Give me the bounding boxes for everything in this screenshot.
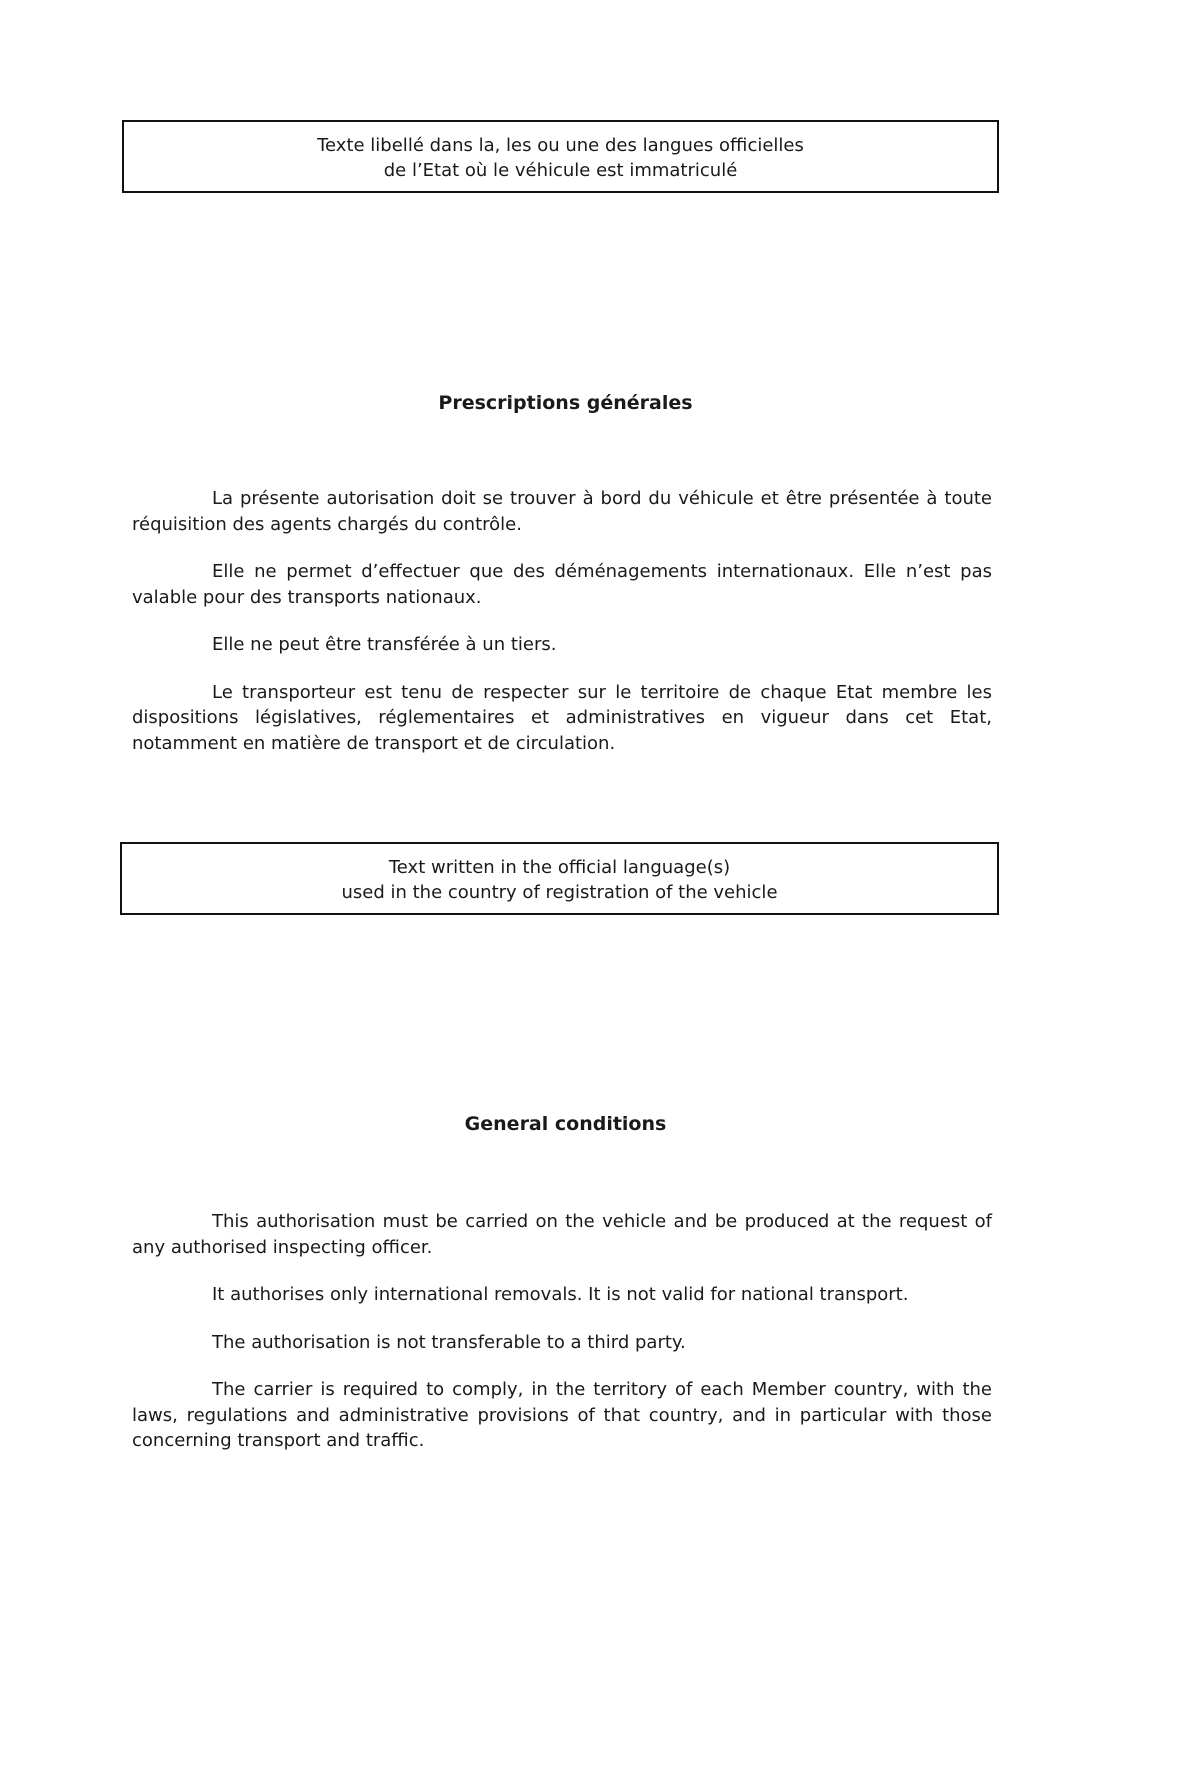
paragraph: It authorises only international removals. It is not valid for national transport.: [212, 1284, 909, 1305]
section-heading-en: General conditions: [464, 1113, 667, 1135]
paragraph: Elle ne peut être transférée à un tiers.: [212, 634, 557, 655]
conditions-section-en: [132, 1209, 992, 1476]
paragraph: Le transporteur est tenu de respecter sur le territoire de chaque Etat membre les dispositions législatives, réglementaires et administratives en vigueur dans cet Etat, notamment en matière de transport et de circulation.: [132, 681, 992, 754]
conditions-section-fr: [132, 486, 992, 778]
language-note-box-fr: [122, 120, 999, 193]
language-note-box-en: [120, 842, 999, 915]
language-note-line: Texte libellé dans la, les ou une des langues officielles: [317, 135, 804, 156]
paragraph: La présente autorisation doit se trouver à bord du véhicule et être présentée à toute réquisition des agents chargés du contrôle.: [132, 488, 992, 535]
language-note-line: used in the country of registration of the vehicle: [341, 882, 778, 903]
paragraph: The carrier is required to comply, in the territory of each Member country, with the laws, regulations and administrative provisions of that country, and in particular with those concerning transport and traffic.: [132, 1379, 992, 1451]
language-note-line: de l’Etat où le véhicule est immatriculé: [383, 160, 738, 181]
language-note-line: Text written in the official language(s): [388, 857, 731, 878]
paragraph: The authorisation is not transferable to a third party.: [212, 1331, 686, 1353]
section-heading-fr: Prescriptions générales: [438, 392, 693, 414]
paragraph: This authorisation must be carried on the vehicle and be produced at the request of any authorised inspecting officer.: [132, 1211, 992, 1258]
paragraph: Elle ne permet d’effectuer que des déménagements internationaux. Elle n’est pas valable pour des transports nationaux.: [132, 561, 992, 608]
